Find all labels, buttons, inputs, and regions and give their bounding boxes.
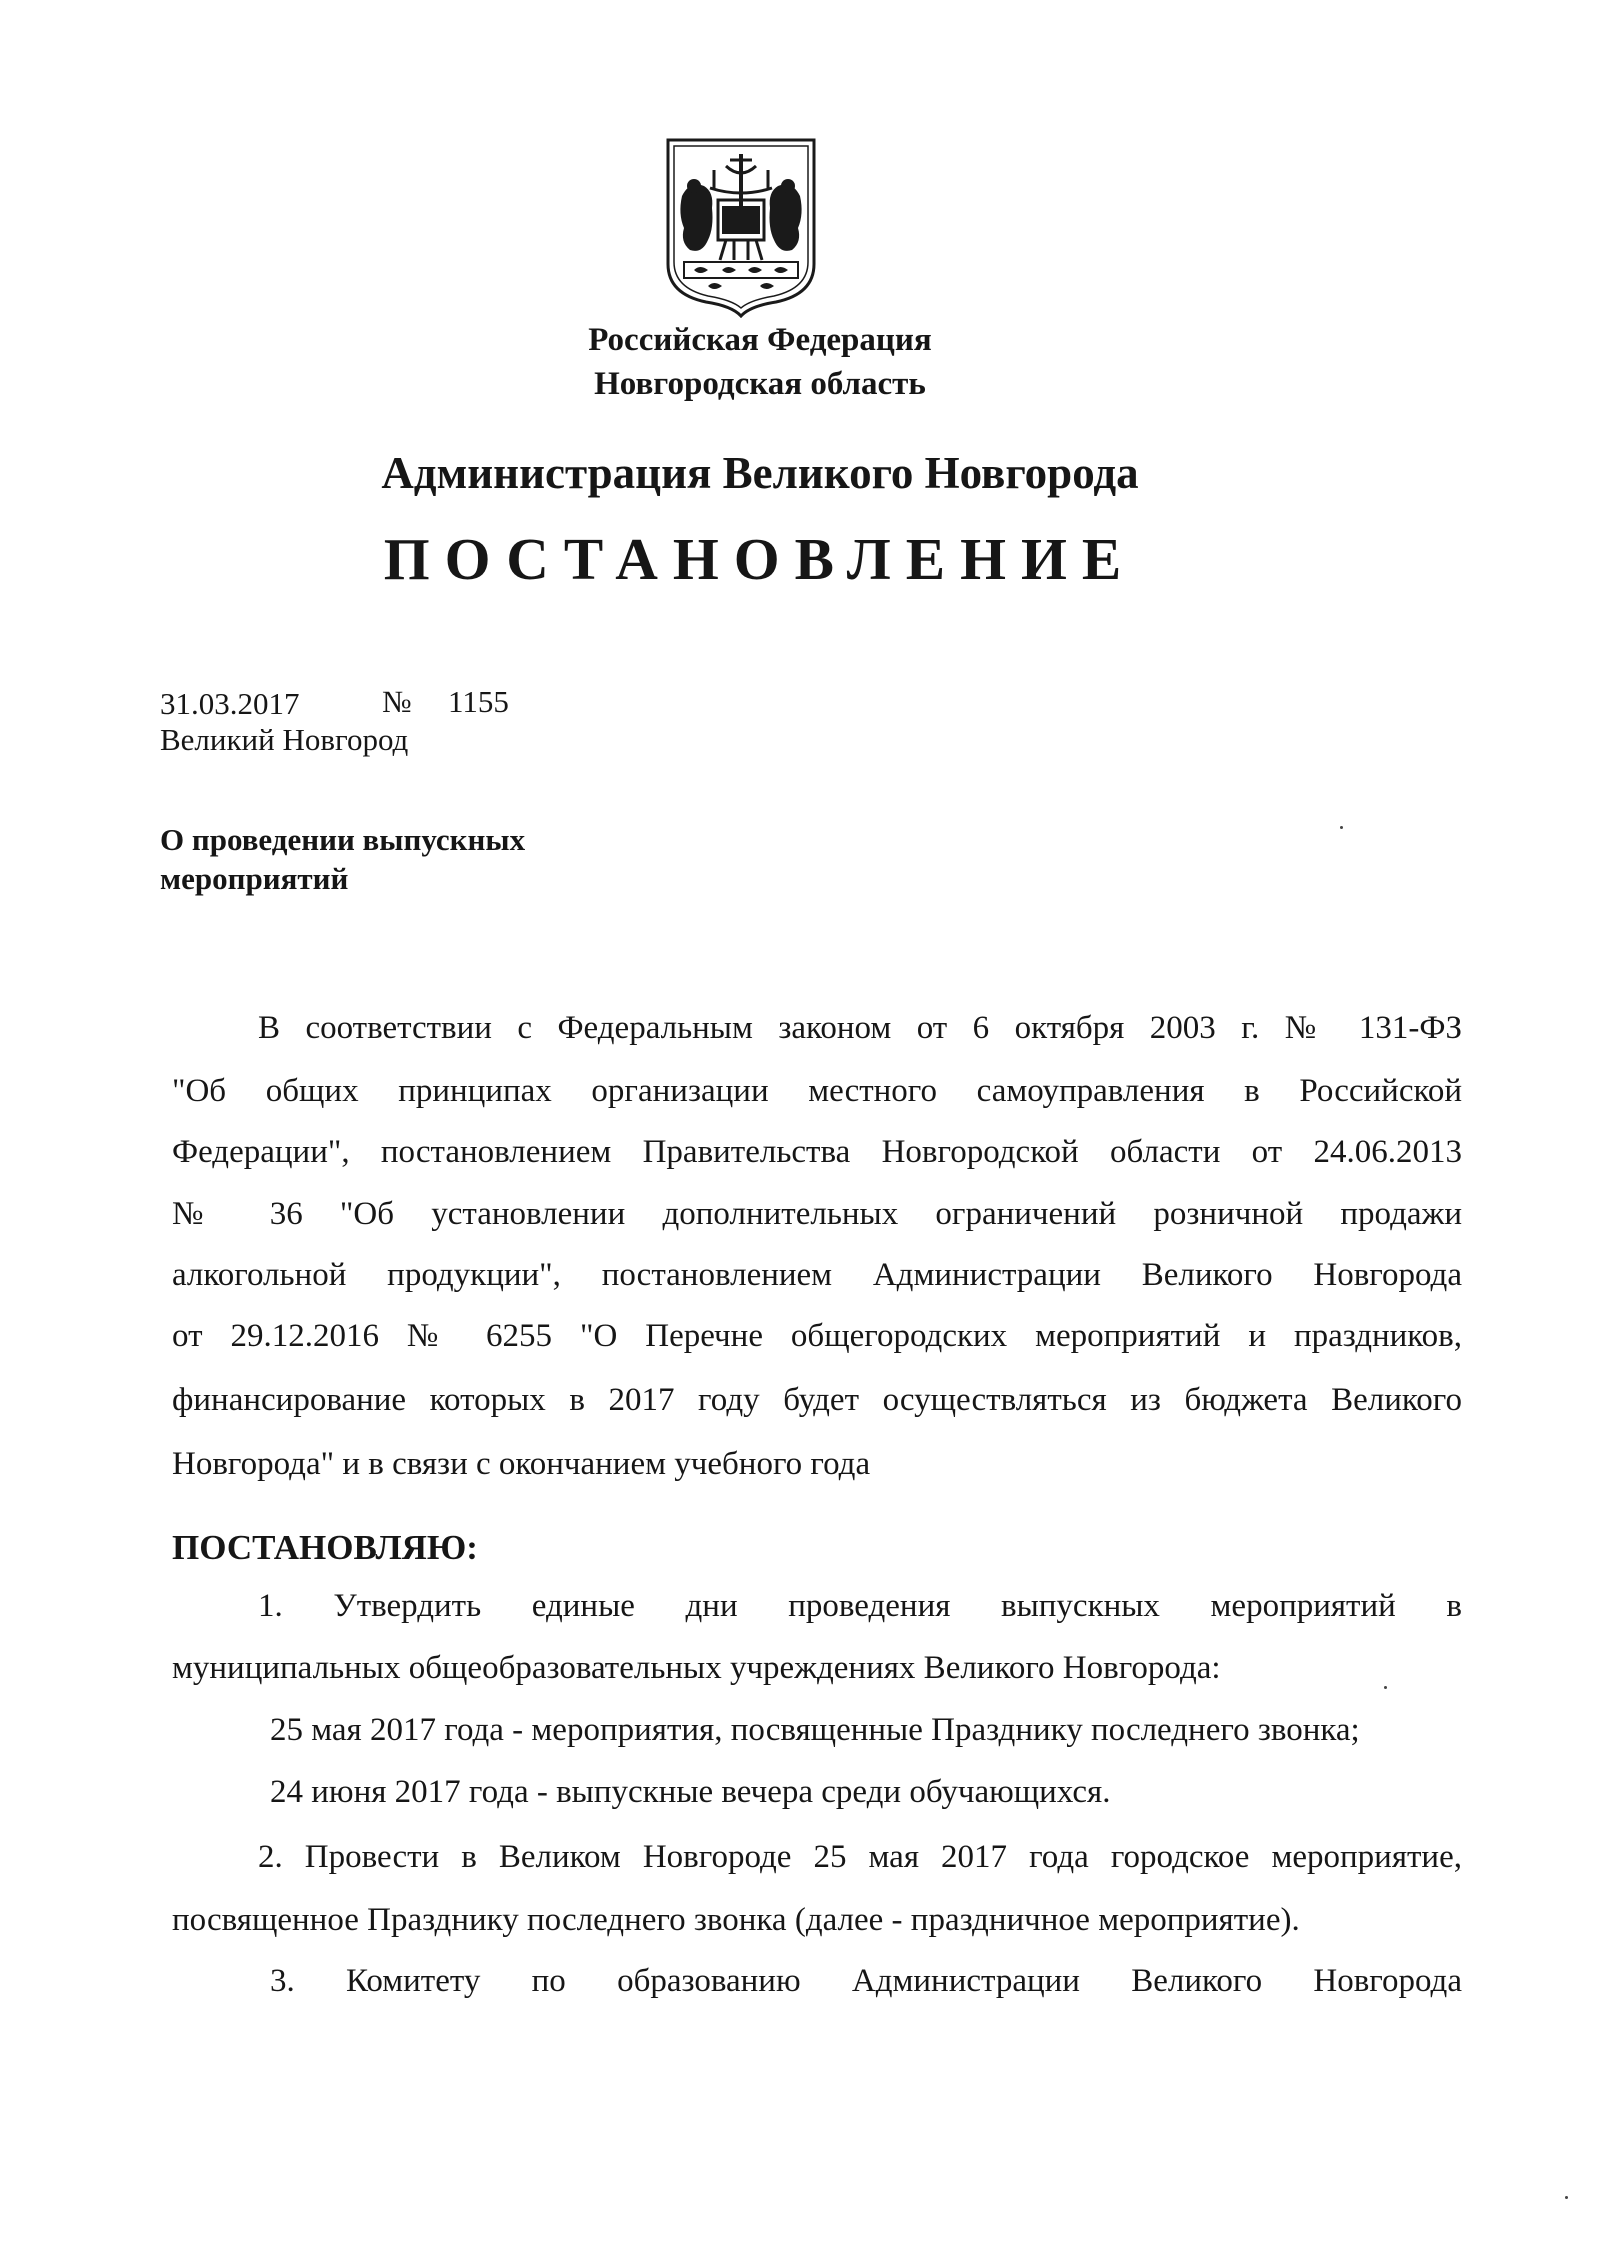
item-3-line: 3. Комитету по образованию Администрации Великого Новгорода xyxy=(270,1963,1462,1999)
document-number-label: № xyxy=(382,684,412,719)
country-name: Российская Федерация xyxy=(588,322,932,358)
preamble-line: от 29.12.2016 № 6255 "О Перечне общегородских мероприятий и праздников, xyxy=(172,1318,1462,1354)
preamble-line: № 36 "Об установлении дополнительных ограничений розничной продажи xyxy=(172,1196,1462,1232)
document-number: 1155 xyxy=(448,684,509,719)
preamble-line: алкогольной продукции", постановлением Администрации Великого Новгорода xyxy=(172,1257,1462,1293)
preamble-line: "Об общих принципах организации местного самоуправления в Российской xyxy=(172,1073,1462,1109)
subject-line: мероприятий xyxy=(160,861,349,896)
region-name: Новгородская область xyxy=(594,366,926,402)
resolve-heading: ПОСТАНОВЛЯЮ: xyxy=(172,1528,478,1567)
scan-speck xyxy=(1565,2196,1568,2199)
preamble-line: Федерации", постановлением Правительства Новгородской области от 24.06.2013 xyxy=(172,1134,1462,1170)
preamble-line: Новгорода" и в связи с окончанием учебного года xyxy=(172,1446,871,1482)
item-2-line: 2. Провести в Великом Новгороде 25 мая 2017 года городское мероприятие, xyxy=(258,1839,1462,1875)
item-1-line: муниципальных общеобразовательных учреждениях Великого Новгорода: xyxy=(172,1650,1221,1686)
coat-of-arms-icon xyxy=(664,136,818,318)
scan-speck xyxy=(1340,826,1343,829)
subject-line: О проведении выпускных xyxy=(160,822,526,857)
item-1-date-line: 24 июня 2017 года - выпускные вечера среди обучающихся. xyxy=(270,1774,1111,1810)
document-subject xyxy=(160,820,525,898)
document-place: Великий Новгород xyxy=(160,722,409,757)
item-2-line: посвященное Празднику последнего звонка (далее - праздничное мероприятие). xyxy=(172,1902,1300,1938)
item-1-date-line: 25 мая 2017 года - мероприятия, посвященные Празднику последнего звонка; xyxy=(270,1712,1360,1748)
document-type-title: ПОСТАНОВЛЕНИЕ xyxy=(383,526,1137,592)
authority-name: Администрация Великого Новгорода xyxy=(381,448,1139,498)
scan-speck xyxy=(1384,1686,1387,1689)
document-date: 31.03.2017 xyxy=(160,686,300,721)
preamble-line: В соответствии с Федеральным законом от 6 октября 2003 г. № 131-ФЗ xyxy=(258,1010,1462,1046)
preamble-line: финансирование которых в 2017 году будет осуществляться из бюджета Великого xyxy=(172,1382,1462,1418)
item-1-line: 1. Утвердить единые дни проведения выпускных мероприятий в xyxy=(258,1588,1462,1624)
